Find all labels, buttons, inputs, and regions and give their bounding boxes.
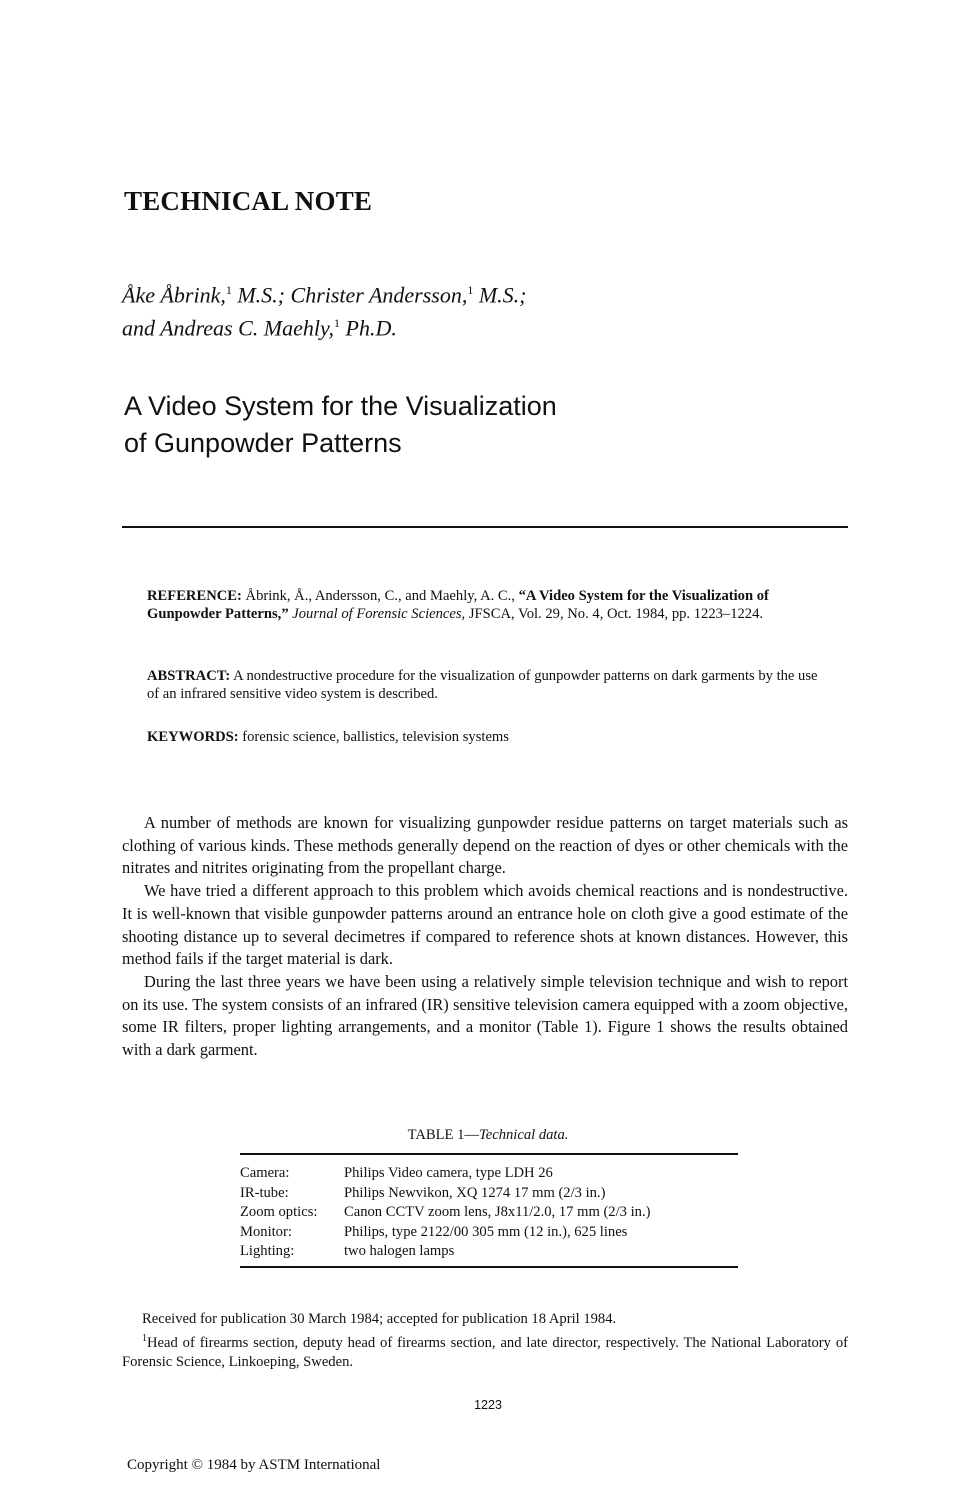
author-name: and Andreas C. Maehly,: [122, 315, 335, 341]
author-line-2: [122, 309, 527, 342]
author-list: [122, 276, 527, 343]
body-paragraph-1: A number of methods are known for visualizing gunpowder residue patterns on target materials such as clothing of various kinds. These methods generally depend on the reaction of dyes or other chemicals with the nitrates and nitrites originating from the propellant charge.: [122, 813, 848, 878]
author-name: Christer Andersson,: [290, 282, 468, 308]
body-text: [122, 812, 848, 1062]
table-cell-value: Philips Video camera, type LDH 26: [344, 1165, 553, 1181]
abstract-text: A nondestructive procedure for the visualization of gunpowder patterns on dark garments by the use of an infrared sensitive video system is described.: [147, 668, 818, 702]
table-cell-value: two halogen lamps: [344, 1243, 455, 1259]
table-cell-label: Zoom optics:: [240, 1204, 318, 1220]
table-cell-value: Philips, type 2122/00 305 mm (12 in.), 625 lines: [344, 1223, 628, 1240]
reference-article-title: “A Video System for the Visualization of Gunpowder Patterns,”: [147, 588, 769, 622]
abstract-block: [147, 667, 827, 703]
author-line-1: [122, 276, 527, 309]
reference-details: , JFSCA, Vol. 29, No. 4, Oct. 1984, pp. 1223–1224.: [461, 606, 764, 622]
title-divider: [122, 526, 848, 528]
table-cell-value: Canon CCTV zoom lens, J8x11/2.0, 17 mm (2/3 in.): [344, 1204, 651, 1220]
author-degree: M.S.;: [231, 282, 291, 308]
table-row: [240, 1242, 738, 1262]
table-row: [240, 1184, 738, 1204]
reference-label: REFERENCE:: [147, 588, 242, 604]
table-row: [240, 1203, 738, 1223]
body-paragraph-3: During the last three years we have been using a relatively simple television technique and wish to report on its use. The system consists of an infrared (IR) sensitive television camera equipped with a zoom objective, some IR filters, proper lighting arrangements, and a monitor (Table 1). Figure 1 shows the results obtained with a dark garment.: [122, 971, 848, 1060]
table-caption-label: TABLE 1—: [407, 1127, 479, 1143]
keywords-block: [147, 728, 827, 746]
author-degree: M.S.;: [473, 282, 527, 308]
table-cell-label: IR-tube:: [240, 1184, 289, 1201]
author-name: Åke Åbrink,: [122, 282, 226, 308]
affiliation-mark: 1: [225, 283, 232, 297]
page-number: 1223: [474, 1398, 502, 1412]
table-cell-label: Lighting:: [240, 1243, 295, 1259]
section-heading: TECHNICAL NOTE: [124, 186, 373, 216]
reference-journal: Journal of Forensic Sciences: [288, 606, 462, 622]
received-note: Received for publication 30 March 1984; accepted for publication 18 April 1984.: [142, 1311, 617, 1327]
body-paragraph-2: We have tried a different approach to this problem which avoids chemical reactions and is nondestructive. It is well-known that visible gunpowder patterns around an entrance hole on cloth give a good estimate of the shooting distance up to several decimetres if compared to reference shots at known distances. However, this method fails if the target material is dark.: [122, 881, 848, 969]
footnote-mark: 1: [142, 1333, 147, 1344]
title-line-2: of Gunpowder Patterns: [124, 428, 402, 458]
table-caption-title: Technical data.: [478, 1127, 569, 1143]
footnote-1: [122, 1329, 848, 1373]
keywords-text: forensic science, ballistics, television systems: [238, 729, 509, 745]
table-cell-label: Monitor:: [240, 1223, 292, 1240]
title-line-1: A Video System for the Visualization: [124, 391, 557, 421]
abstract-label: ABSTRACT:: [147, 668, 231, 684]
table-cell-value: Philips Newvikon, XQ 1274 17 mm (2/3 in.): [344, 1184, 606, 1201]
technical-data-table: [240, 1153, 738, 1268]
affiliation-mark: 1: [334, 316, 341, 331]
reference-block: [147, 587, 827, 623]
table-row: [240, 1223, 738, 1243]
reference-authors: Åbrink, Å., Andersson, C., and Maehly, A. C.,: [241, 588, 519, 604]
author-degree: Ph.D.: [340, 315, 397, 341]
table-cell-label: Camera:: [240, 1165, 290, 1181]
footnote-text: Head of firearms section, deputy head of firearms section, and late director, respectively. The National Laboratory of Forensic Science, Linkoeping, Sweden.: [122, 1334, 848, 1371]
affiliation-mark: 1: [467, 283, 474, 297]
paper-title: [124, 388, 557, 462]
table-row: [240, 1164, 738, 1184]
keywords-label: KEYWORDS:: [147, 729, 239, 745]
copyright-notice: Copyright © 1984 by ASTM International: [127, 1457, 381, 1473]
table-caption: [0, 1127, 976, 1144]
